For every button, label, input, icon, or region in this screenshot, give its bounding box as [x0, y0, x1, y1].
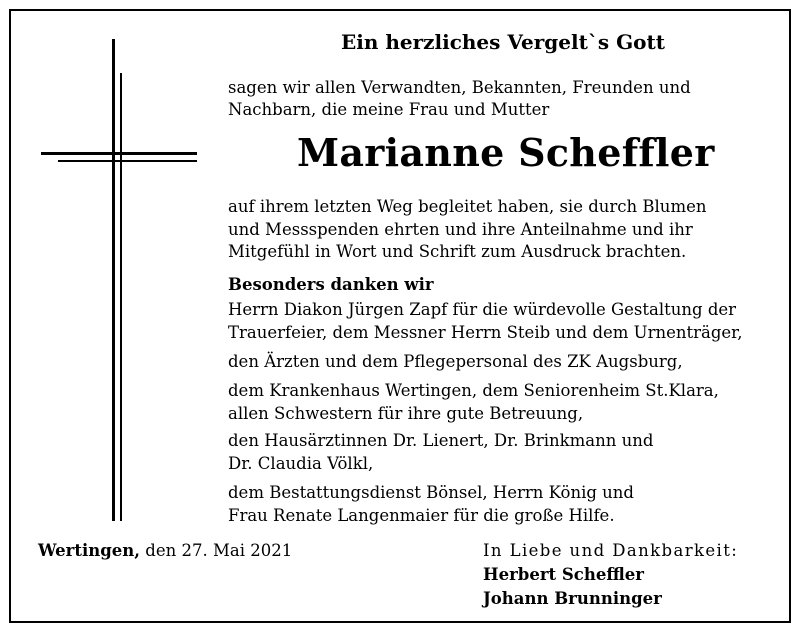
closing-phrase: In Liebe und Dankbarkeit: [483, 541, 739, 560]
thanks-heading: Besonders danken wir [228, 275, 434, 294]
cross-horizontal-bar [41, 152, 197, 155]
thanks-entry-line: den Ärzten und dem Pflegepersonal des ZK Augsburg, [228, 352, 683, 371]
intro-text [228, 77, 691, 121]
thanks-entry-line: den Hausärztinnen Dr. Lienert, Dr. Brinkmann und [228, 431, 654, 450]
place-date [38, 541, 292, 560]
paragraph-line: und Messspenden ehrten und ihre Anteilnahme und ihr [228, 219, 693, 239]
notice-date: den 27. Mai 2021 [145, 541, 293, 560]
thanks-entry-line: Frau Renate Langenmaier für die große Hilfe. [228, 505, 615, 525]
cross-vertical-bar [112, 39, 115, 521]
thanks-entry-line: dem Bestattungsdienst Bönsel, Herrn König und [228, 483, 634, 502]
thanks-entry-line: dem Krankenhaus Wertingen, dem Seniorenheim St.Klara, [228, 381, 719, 400]
notice-title: Ein herzliches Vergelt`s Gott [341, 30, 665, 54]
intro-line: Nachbarn, die meine Frau und Mutter [228, 100, 550, 119]
intro-line: sagen wir allen Verwandten, Bekannten, Freunden und [228, 78, 691, 97]
thanks-entry-line: allen Schwestern für ihre gute Betreuung, [228, 403, 584, 423]
thanks-entry-line: Dr. Claudia Völkl, [228, 453, 374, 473]
signature-name: Herbert Scheffler [483, 565, 644, 584]
cross-vertical-bar-inner [120, 73, 122, 521]
signature-name: Johann Brunninger [483, 589, 662, 608]
thanks-entry-line: Trauerfeier, dem Messner Herrn Steib und dem Urnenträger, [228, 322, 743, 342]
thanks-entry [228, 299, 743, 344]
deceased-name: Marianne Scheffler [297, 130, 715, 175]
thanks-entry [228, 351, 683, 374]
thanks-entry [228, 380, 719, 425]
thanks-entry [228, 482, 634, 527]
place-name: Wertingen, [38, 541, 141, 560]
thanks-entry-line: Herrn Diakon Jürgen Zapf für die würdevolle Gestaltung der [228, 300, 737, 319]
paragraph-line: Mitgefühl in Wort und Schrift zum Ausdruck brachten. [228, 242, 687, 261]
paragraph-line: auf ihrem letzten Weg begleitet haben, sie durch Blumen [228, 197, 707, 216]
thanks-paragraph [228, 196, 706, 264]
thanks-entry [228, 430, 653, 475]
cross-horizontal-bar-inner [58, 160, 197, 162]
